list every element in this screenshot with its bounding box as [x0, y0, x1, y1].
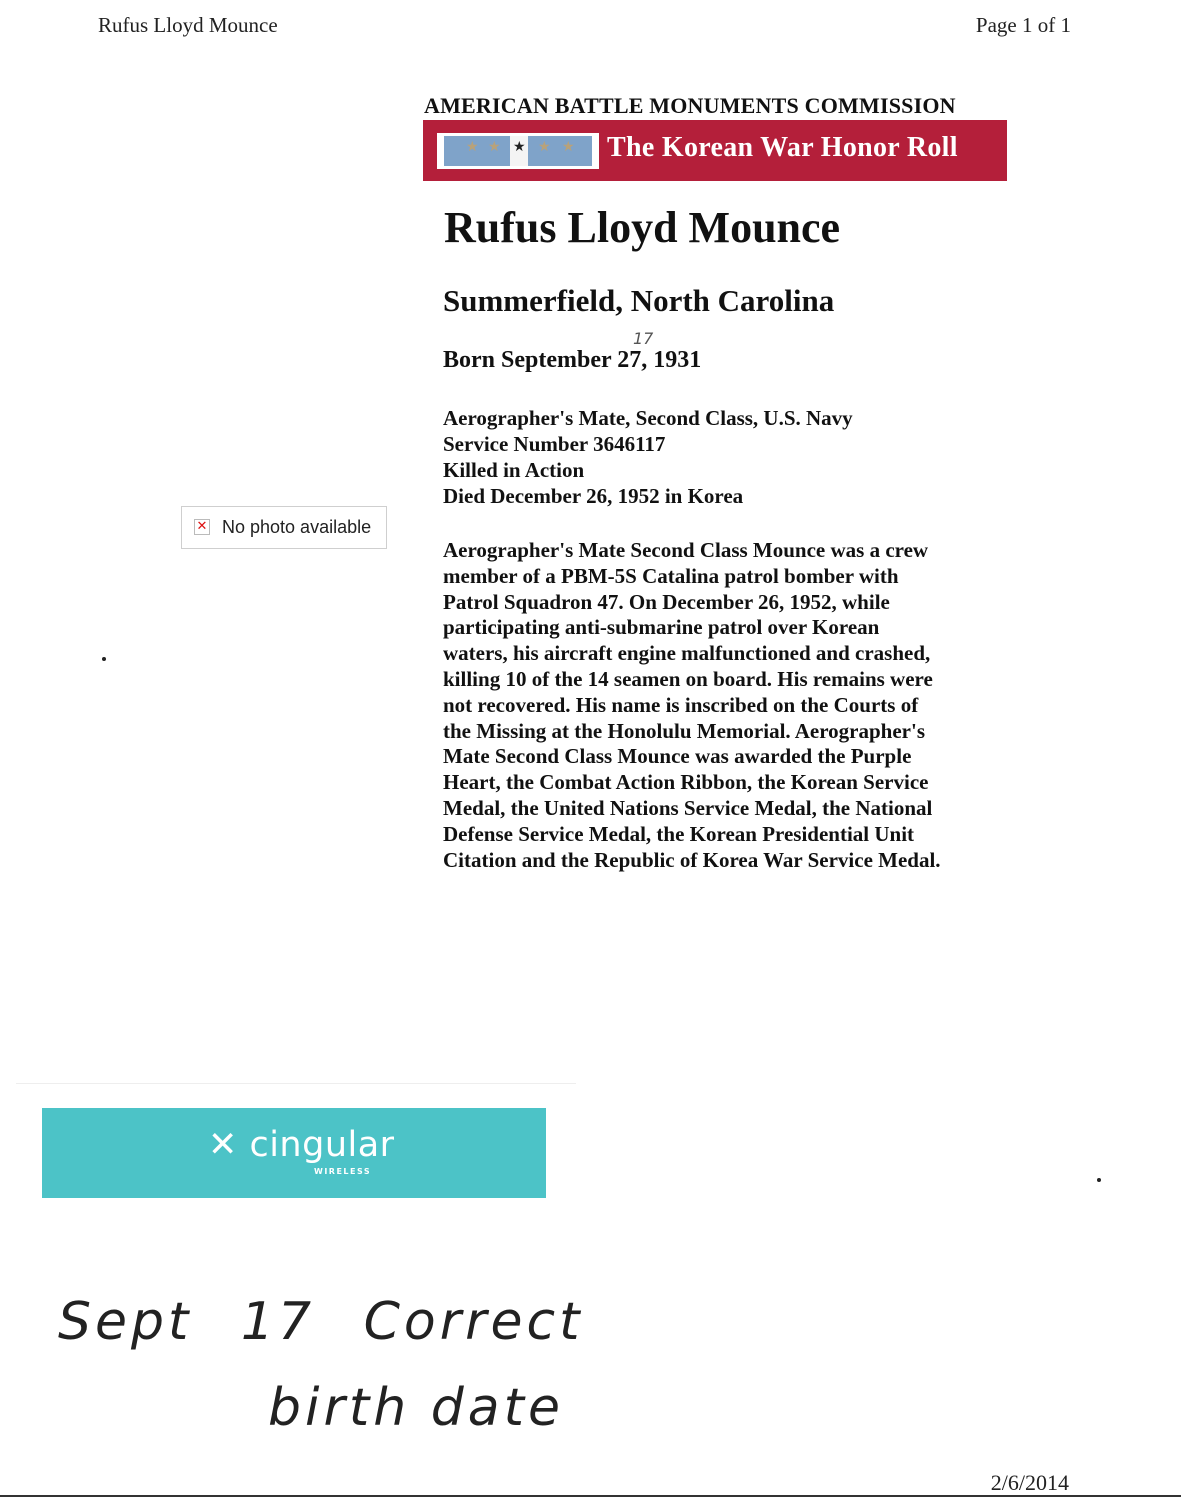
scan-speck — [102, 657, 106, 661]
commission-heading: AMERICAN BATTLE MONUMENTS COMMISSION — [424, 93, 956, 118]
service-death: Died December 26, 1952 in Korea — [443, 484, 744, 508]
service-number: Service Number 3646117 — [443, 432, 666, 456]
bio-line: member of a PBM-5S Catalina patrol bomber with — [443, 563, 899, 588]
cingular-wordmark: cingular — [249, 1125, 395, 1165]
honor-roll-banner — [423, 120, 1007, 181]
bio-line: participating anti-submarine patrol over Korean — [443, 615, 880, 640]
service-rank: Aerographer's Mate, Second Class, U.S. Navy — [443, 406, 853, 430]
honoree-name: Rufus Lloyd Mounce — [444, 203, 841, 252]
service-details — [443, 405, 853, 509]
bio-line: killing 10 of the 14 seamen on board. His remains were — [443, 666, 933, 691]
bio-line: Medal, the United Nations Service Medal, the National — [443, 795, 933, 820]
broken-image-icon: ✕ — [194, 519, 210, 535]
bio-line: Heart, the Combat Action Ribbon, the Korean Service — [443, 770, 929, 795]
service-flag-icon: ★ ★ ★ ★ ★ — [437, 133, 599, 169]
photo-placeholder-text: No photo available — [222, 517, 372, 537]
page-bottom-rule — [0, 1495, 1181, 1497]
bio-line: waters, his aircraft engine malfunctioned and crashed, — [443, 641, 931, 666]
handwritten-date-correction: 17 — [633, 329, 654, 348]
handwritten-note-line-1: Sept 17 Correct — [58, 1292, 584, 1352]
bio-line: Aerographer's Mate Second Class Mounce was a crew — [443, 538, 929, 562]
print-header-page-number: Page 1 of 1 — [975, 13, 1071, 37]
biography — [443, 538, 1003, 873]
cingular-logo-strip — [42, 1108, 546, 1198]
photo-placeholder — [181, 506, 387, 549]
bio-line: Defense Service Medal, the Korean Presidential Unit — [443, 821, 915, 846]
scan-speck — [1097, 1178, 1101, 1182]
birth-date: Born September 27, 1931 — [443, 347, 702, 373]
scan-divider — [16, 1083, 576, 1084]
bio-line: Patrol Squadron 47. On December 26, 1952, while — [443, 589, 890, 614]
bio-line: the Missing at the Honolulu Memorial. Aerographer's — [443, 718, 926, 743]
cingular-logo: ✕ cingular — [208, 1125, 395, 1165]
banner-title: The Korean War Honor Roll — [607, 132, 958, 163]
service-status: Killed in Action — [443, 458, 585, 482]
cingular-sublabel: WIRELESS — [314, 1167, 372, 1176]
print-date: 2/6/2014 — [990, 1470, 1069, 1495]
bio-line: Mate Second Class Mounce was awarded the Purple — [443, 744, 912, 769]
handwritten-note-line-2: birth date — [268, 1378, 564, 1438]
honoree-hometown: Summerfield, North Carolina — [443, 283, 835, 318]
bio-line: not recovered. His name is inscribed on the Courts of — [443, 692, 919, 717]
print-header-title: Rufus Lloyd Mounce — [98, 13, 278, 37]
bio-line: Citation and the Republic of Korea War Service Medal. — [443, 847, 941, 872]
